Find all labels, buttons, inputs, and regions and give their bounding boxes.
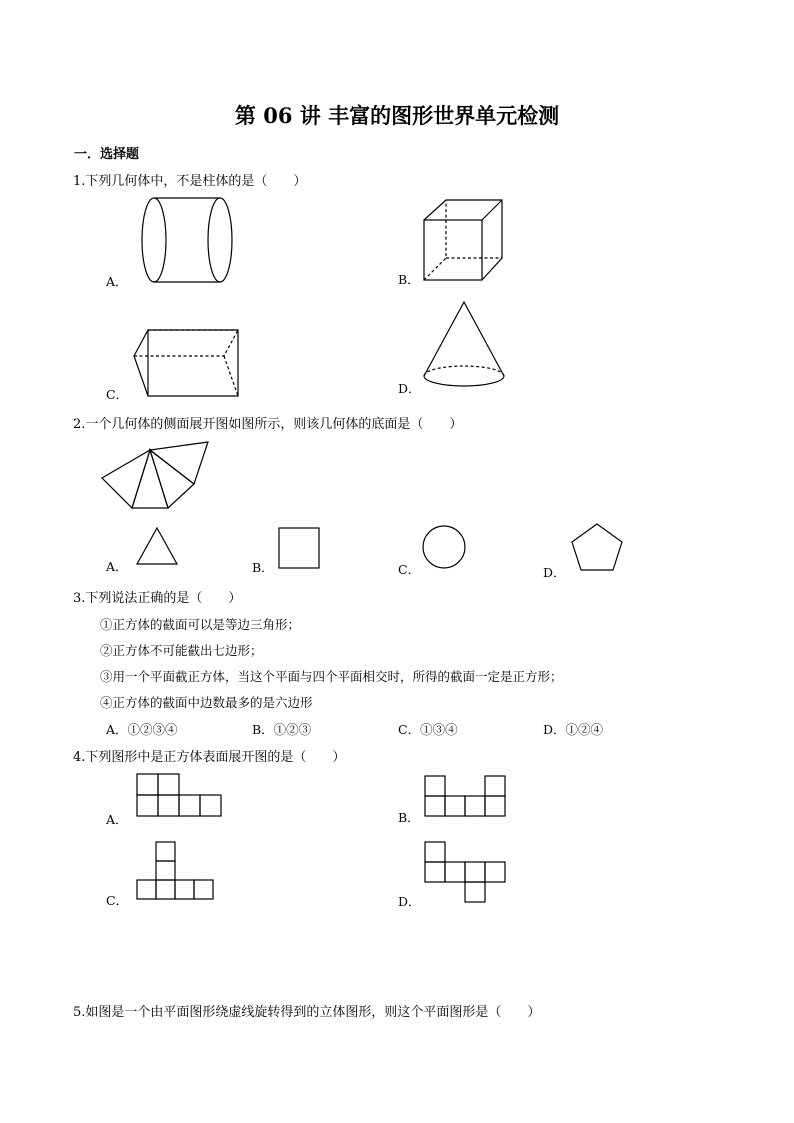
cube-figure	[420, 196, 510, 288]
q2-option-a-label: A．	[106, 559, 128, 574]
q4-option-c-label: C．	[106, 893, 129, 908]
statement-2: ②正方体不可能截出七边形；	[100, 643, 263, 658]
q3-option-a: A．①②③④	[106, 722, 178, 737]
question-1-stem: 1.下列几何体中，不是柱体的是（ ）	[73, 174, 307, 189]
q2-option-b-label: B．	[252, 560, 274, 575]
pentagon-figure	[570, 522, 626, 574]
triangle-figure	[136, 526, 182, 568]
cube-net-a-figure	[136, 773, 226, 819]
page-title: 第 06 讲 丰富的图形世界单元检测	[234, 103, 560, 128]
triangle-fan-net-figure	[100, 440, 215, 512]
statement-3: ③用一个平面截正方体，当这个平面与四个平面相交时，所得的截面一定是正方形；	[100, 669, 563, 684]
q2-option-d-label: D．	[543, 565, 566, 580]
question-4-stem: 4.下列图形中是正方体表面展开图的是（ ）	[73, 750, 346, 765]
square-figure	[278, 527, 322, 571]
q1-option-b-label: B．	[398, 272, 420, 287]
q3-option-b: B．①②③	[252, 722, 312, 737]
statement-4: ④正方体的截面中边数最多的是六边形	[100, 695, 313, 710]
section-heading: 一．选择题	[74, 147, 140, 162]
circle-figure	[421, 524, 469, 572]
q4-option-d-label: D．	[398, 894, 421, 909]
q1-option-c-label: C．	[106, 387, 129, 402]
q2-option-c-label: C．	[398, 562, 421, 577]
q4-option-a-label: A．	[106, 812, 128, 827]
cylinder-figure	[130, 196, 250, 288]
question-5-stem: 5.如图是一个由平面图形绕虚线旋转得到的立体图形，则这个平面图形是（ ）	[73, 1005, 541, 1020]
q3-option-d: D．①②④	[543, 722, 604, 737]
q4-option-b-label: B．	[398, 810, 420, 825]
cube-net-c-figure	[136, 841, 218, 905]
question-2-stem: 2.一个几何体的侧面展开图如图所示，则该几何体的底面是（ ）	[73, 417, 463, 432]
cube-net-b-figure	[424, 775, 508, 821]
question-3-stem: 3.下列说法正确的是（ ）	[73, 591, 242, 606]
statement-1: ①正方体的截面可以是等边三角形；	[100, 617, 301, 632]
q1-option-a-label: A．	[106, 274, 128, 289]
cone-figure	[420, 300, 510, 392]
q3-option-c: C．①③④	[398, 722, 458, 737]
q1-option-d-label: D．	[398, 381, 421, 396]
pentagonal-prism-figure	[128, 326, 248, 402]
cube-net-d-figure	[424, 841, 510, 905]
